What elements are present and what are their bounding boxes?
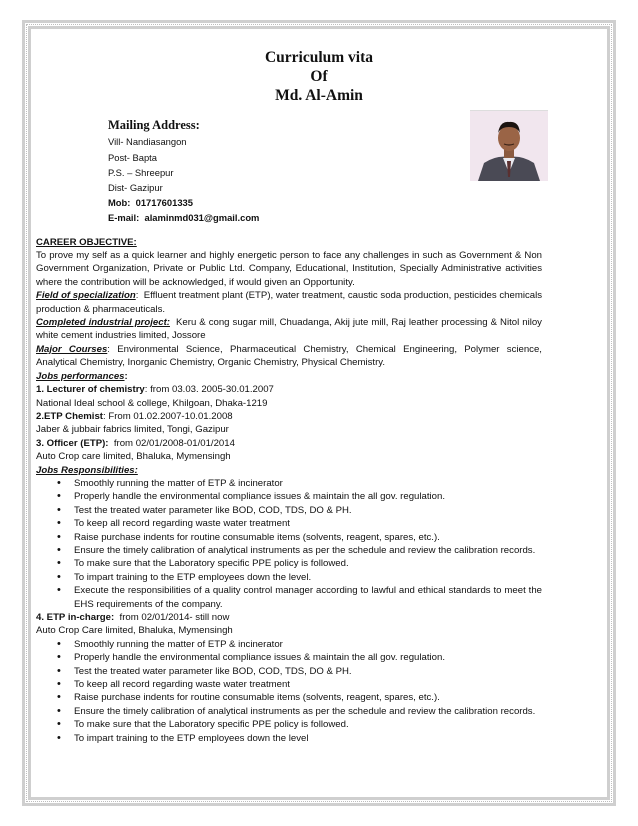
list-item: • Properly handle the environmental compliance issues & maintain the all gov. regulation. (74, 651, 542, 664)
list-item: • To impart training to the ETP employees down the level. (74, 571, 542, 584)
project (36, 316, 542, 343)
job-4-dates: from 02/01/2014- still now (119, 612, 230, 623)
courses: Major Courses: Environmental Science, Pharmaceutical Chemistry, Chemical Engineering, Polymer science, Analytical Chemistry, Inorganic Chemistry, Organic Chemistry, Physical Chemistry. (36, 343, 542, 369)
career-heading: CAREER OBJECTIVE: (36, 236, 137, 248)
list-item: • Properly handle the environmental compliance issues & maintain the all gov. regulation. (74, 490, 542, 503)
job-3-title: 3. Officer (ETP): (36, 437, 109, 449)
job-4-title: 4. ETP in-charge: (36, 612, 115, 623)
job-4-org: Auto Crop Care limited, Bhaluka, Mymensingh (36, 625, 233, 637)
specialization: Field of specialization: Effluent treatment plant (ETP), water treatment, caustic soda production, pesticides chemicals production & pharmaceuticals. (36, 290, 543, 315)
courses-text: Environmental Science, Pharmaceutical Chemistry, Chemical Engineering, Polymer science, Analytical Chemistry, Inorganic Chemistry, Organic Chemistry, Physical Chemistry. (36, 343, 542, 369)
specialization-text: Effluent treatment plant (ETP), water treatment, caustic soda production, pesticides chemicals production & pharmaceuticals. (36, 290, 543, 315)
jobs-heading: Jobs performances: (36, 370, 128, 382)
list-item: • Smoothly running the matter of ETP & incinerator (74, 638, 542, 651)
project-text: Keru & cong sugar mill, Chuadanga, Akij jute mill, Raj leather processing & Nitol niloy white cement industries limited, Jossore (36, 317, 542, 342)
career-text: To prove my self as a quick learner and highly energetic person to face any challenges in such as Government & Non Government Organization, Private or Public Ltd. Company, Educational, Institution, Specially Administrative activities where the contribution will be acknowledged, if would given an Opportunity. (36, 250, 542, 288)
title-line-3: Md. Al-Amin (275, 87, 363, 104)
list-item: • To make sure that the Laboratory specific PPE policy is followed. (74, 557, 542, 570)
email-label: E-mail: (108, 212, 140, 224)
responsibilities-list-1 (36, 477, 542, 611)
list-item: • Ensure the timely calibration of analytical instruments as per the schedule and review the calibration records. (74, 705, 542, 718)
title-line-2: Of (310, 68, 328, 85)
list-item: • To keep all record regarding waste water treatment (74, 678, 542, 691)
job-2-org: Jaber & jubbair fabrics limited, Tongi, Gazipur (36, 424, 229, 436)
responsibilities-heading: Jobs Responsibilities: (36, 464, 138, 476)
responsibilities-list-2 (36, 638, 542, 745)
list-item: • To make sure that the Laboratory specific PPE policy is followed. (74, 718, 542, 731)
mobile-value: 01717601335 (135, 197, 193, 209)
job-2-title: 2.ETP Chemist (36, 410, 104, 422)
list-item: • Test the treated water parameter like BOD, COD, TDS, DO & PH. (74, 504, 542, 517)
list-item: • Smoothly running the matter of ETP & incinerator (74, 477, 542, 490)
job-2: 2.ETP Chemist: From 01.02.2007-10.01.2008 (36, 410, 233, 422)
list-item: • To keep all record regarding waste water treatment (74, 517, 542, 530)
title-line-1: Curriculum vita (264, 49, 374, 66)
list-item: • Ensure the timely calibration of analytical instruments as per the schedule and review the calibration records. (74, 544, 542, 557)
job-1-org: National Ideal school & college, Khilgoan, Dhaka-1219 (36, 397, 268, 409)
mobile-label: Mob: (108, 197, 131, 209)
mailing-address (108, 134, 542, 225)
email-line (108, 210, 542, 225)
specialization-label: Field of specialization (36, 290, 136, 302)
list-item: • Raise purchase indents for routine consumable items (solvents, reagent, spares, etc.). (74, 531, 542, 544)
list-item: • Raise purchase indents for routine consumable items (solvents, reagent, spares, etc.). (74, 691, 542, 704)
job-4 (36, 611, 542, 624)
job-1-dates: from 03.03. 2005-30.01.2007 (150, 384, 274, 396)
job-3-org: Auto Crop care limited, Bhaluka, Mymensingh (36, 451, 231, 463)
job-2-dates: From 01.02.2007-10.01.2008 (108, 410, 233, 422)
list-item: • Execute the responsibilities of a quality control manager according to lawful and ethical standards to meet the EHS requirements of the company. (74, 584, 542, 611)
address-line: Vill- Nandiasangon (108, 136, 187, 148)
courses-label: Major Courses (36, 343, 108, 355)
resume-body (36, 48, 543, 745)
email-value: alaminmd031@gmail.com (144, 212, 260, 224)
job-3 (36, 437, 542, 450)
job-1: 1. Lecturer of chemistry: from 03.03. 2005-30.01.2007 (36, 384, 274, 396)
jobs-heading-text: Jobs performances (36, 370, 125, 382)
list-item: • Test the treated water parameter like BOD, COD, TDS, DO & PH. (74, 665, 542, 678)
main-section (36, 236, 542, 745)
list-item: • To impart training to the ETP employees down the level (74, 732, 542, 745)
project-label: Completed industrial project: (36, 317, 170, 329)
mailing-heading: Mailing Address: (108, 118, 200, 132)
doc-title (96, 48, 542, 105)
job-1-title: 1. Lecturer of chemistry (36, 384, 145, 396)
address-line: P.S. – Shreepur (108, 166, 174, 178)
address-line: Post- Bapta (108, 151, 157, 163)
mobile-line (108, 195, 542, 210)
address-line: Dist- Gazipur (108, 182, 163, 194)
job-3-dates: from 02/01/2008-01/01/2014 (113, 437, 235, 449)
